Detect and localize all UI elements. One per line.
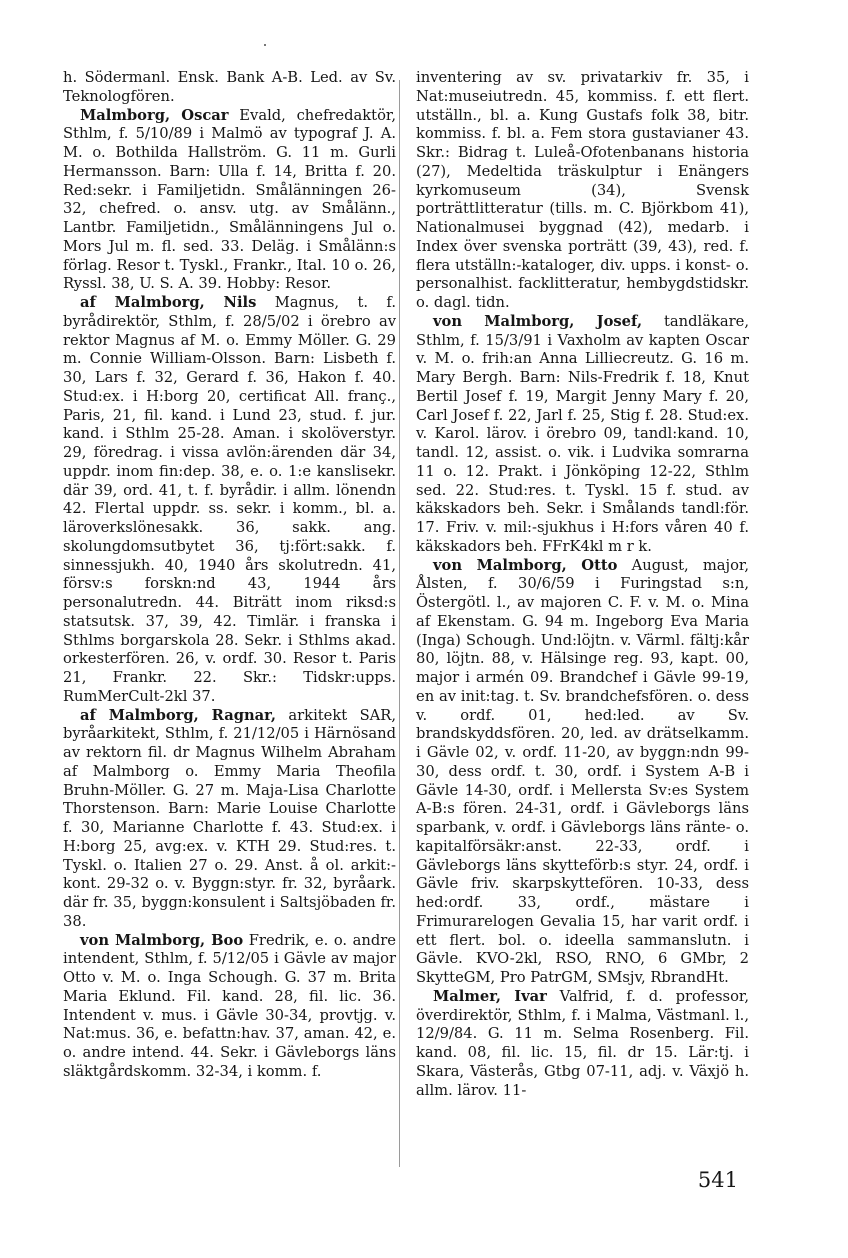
entry-body: Fredrik, e. o. andre intendent, Sthlm, f. 5/12/05 i Gävle av major Otto v. M. o. Inga Schough. G. 37 m. Brita Maria Eklund. Fil. kand. 28, fil. lic. 36. Intendent v. mus. i Gävle 30-34, provtjg. v. Nat:mus. 36, e. befattn:hav. 37, aman. 42, e. o. andre intend. 44. Sekr. i Gävleborgs läns släktgårdskomm. 32-34, i komm. f. (63, 931, 397, 1080)
entry-headword: af Malmborg, Ragnar, (80, 706, 276, 724)
entry-oscar-malmborg (63, 107, 396, 295)
entry-headword: von Malmborg, Josef, (433, 312, 643, 330)
right-column-continuation (416, 69, 749, 313)
column-divider (399, 80, 400, 1167)
entry-body: inventering av sv. privatarkiv fr. 35, i Nat:museiutredn. 45, kommiss. f. ett flert. utställn., bl. a. Kung Gustafs folk 38, bitr. kommiss. f. bl. a. Fem stora gustavianer 43. Skr.: Bidrag t. Luleå-Ofotenbanans historia (27), Medeltida träskulptur i Enängers kyrkomuseum (34), Svensk porträttlitteratur (tills. m. C. Björkbom 41), Nationalmusei byggnad (42), medarb. i Index över svenska porträtt (39, 43), red. f. flera utställn:-kataloger, div. upps. i konst- o. personalhist. facklitteratur, hembygdstidskr. o. dagl. tidn. (416, 69, 749, 311)
entry-body: tandläkare, Sthlm, f. 15/3/91 i Vaxholm av kapten Oscar v. M. o. frih:an Anna Lilliecreutz. G. 16 m. Mary Bergh. Barn: Nils-Fredrik f. 18, Knut Bertil Josef f. 19, Margit Jenny Mary f. 20, Carl Josef f. 22, Jarl f. 25, Stig f. 28. Stud:ex. v. Karol. lärov. i örebro 09, tandl:kand. 10, tandl. 12, assist. o. vik. i Ludvika somrarna 11 o. 12. Prakt. i Jönköping 12-22, Sthlm sed. 22. Stud:res. t. Tyskl. 15 f. stud. av käkskadors beh. Sekr. i Smålands tandl:för. 17. Friv. v. mil:-sjukhus i H:fors våren 40 f. käkskadors beh. FFrK4kl m r k. (416, 312, 749, 555)
page-number: 541 (697, 1168, 738, 1192)
entry-body: h. Södermanl. Ensk. Bank A-B. Led. av Sv. Teknologfören. (63, 69, 396, 105)
entry-body: arkitekt SAR, byråarkitekt, Sthlm, f. 21/12/05 i Härnösand av rektorn fil. dr Magnus Wilhelm Abraham af Malmborg o. Emmy Maria Theofila Bruhn-Möller. G. 27 m. Maja-Lisa Charlotte Thorstenson. Barn: Marie Louise Charlotte f. 30, Marianne Charlotte f. 43. Stud:ex. i H:borg 25, avg:ex. v. KTH 29. Stud:res. t. Tyskl. o. Italien 27 o. 29. Anst. å ol. arkit:-kont. 29-32 o. v. Byggn:styr. fr. 32, byråark. där fr. 35, byggn:konsulent i Saltsjöbaden fr. 38. (63, 706, 396, 930)
entry-ragnar-af-malmborg (63, 707, 396, 932)
left-column (63, 69, 396, 1082)
entry-headword: af Malmborg, Nils (80, 294, 257, 311)
left-column-continuation (63, 69, 396, 107)
entry-nils-af-malmborg (63, 294, 396, 707)
entry-body: Evald, chefredaktör, Sthlm, f. 5/10/89 i Malmö av typograf J. A. M. o. Bothilda Hallström. G. 11 m. Gurli Hermansson. Barn: Ulla f. 14, Britta f. 20. Red:sekr. i Familjetidn. Smålänningen 26-32, chefred. o. ansv. utg. av Smålänn., Lantbr. Familjetidn., Smålänningens Jul o. Mors Jul m. fl. sed. 33. Deläg. i Smålänn:s förlag. Resor t. Tyskl., Frankr., Ital. 10 o. 26, Ryssl. 38, U. S. A. 39. Hobby: Resor. (63, 106, 396, 293)
entry-headword: von Malmborg, Boo (80, 931, 244, 949)
right-column (416, 69, 749, 1100)
entry-headword: von Malmborg, Otto (433, 556, 618, 574)
entry-josef-von-malmborg (416, 313, 749, 557)
entry-ivar-malmer (416, 988, 749, 1101)
entry-otto-von-malmborg (416, 557, 749, 988)
entry-headword: Malmer, Ivar (433, 987, 547, 1005)
entry-boo-von-malmborg (63, 932, 396, 1082)
entry-headword: Malmborg, Oscar (80, 106, 229, 124)
entry-body: August, major, Ålsten, f. 30/6/59 i Furingstad s:n, Östergötl. l., av majoren C. F. v. M. o. Mina af Ekenstam. G. 94 m. Ingeborg Eva Maria (Inga) Schough. Und:löjtn. v. Värml. fältj:kår 80, löjtn. 88, v. Hälsinge reg. 93, kapt. 00, major i armén 09. Brandchef i Gävle 99-19, en av init:tag. t. Sv. brandchefsfören. o. dess v. ordf. 01, hed:led. av Sv. brandskyddsfören. 20, led. av drätselkamm. i Gävle 02, v. ordf. 11-20, av byggn:ndn 99-30, dess ordf. t. 30, ordf. i System A-B i Gävle 14-30, ordf. i Mellersta Sv:es System A-B:s fören. 24-31, ordf. i Gävleborgs läns sparbank, v. ordf. i Gävleborgs läns ränte- o. kapitalförsäkr:anst. 22-33, ordf. i Gävleborgs läns skytteförb:s styr. 24, ordf. i Gävle friv. skarpskyttefören. 10-33, dess hed:ordf. 33, ordf., mästare i Frimurarelogen Gevalia 15, har varit ordf. i ett flert. bol. o. ideella sammanslutn. i Gävle. KVO-2kl, RSO, RNO, 6 GMbr, 2 SkytteGM, Pro PatrGM, SMsjv, RbrandHt. (416, 556, 750, 986)
entry-body: Magnus, t. f. byrådirektör, Sthlm, f. 28/5/02 i örebro av rektor Magnus af M. o. Emmy Möller. G. 29 m. Connie William-Olsson. Barn: Lisbeth f. 30, Lars f. 32, Gerard f. 36, Hakon f. 40. Stud:ex. i H:borg 20, certificat All. franç., Paris, 21, fil. kand. i Lund 23, stud. f. jur. kand. i Sthlm 25-28. Aman. i skolöverstyr. 29, föredrag. i vissa avlön:ärenden där 34, uppdr. inom fin:dep. 38, e. o. 1:e kanslisekr. där 39, ord. 41, t. f. byrådir. i allm. lönendn 42. Flertal uppdr. ss. sekr. i komm., bl. a. läroverkslönesakk. 36, sakk. ang. skolungdomsutbytet 36, tj:fört:sakk. f. sinnessjukh. 40, 1940 års skolutredn. 41, försv:s forskn:nd 43, 1944 års personalutredn. 44. Biträtt inom riksd:s statsutsk. 37, 39, 42. Timlär. i franska i Sthlms borgarskola 28. Sekr. i Sthlms akad. orkesterfören. 26, v. ordf. 30. Resor t. Paris 21, Frankr. 22. Skr.: Tidskr:upps. RumMerCult-2kl 37. (63, 294, 396, 705)
entry-body: Valfrid, f. d. professor, överdirektör, Sthlm, f. i Malma, Västmanl. l., 12/9/84. G. 11 m. Selma Rosenberg. Fil. kand. 08, fil. lic. 15, fil. dr 15. Lär:tj. i Skara, Västerås, Gtbg 07-11, adj. v. Växjö h. allm. lärov. 11- (416, 987, 749, 1099)
top-page-mark (264, 44, 266, 46)
